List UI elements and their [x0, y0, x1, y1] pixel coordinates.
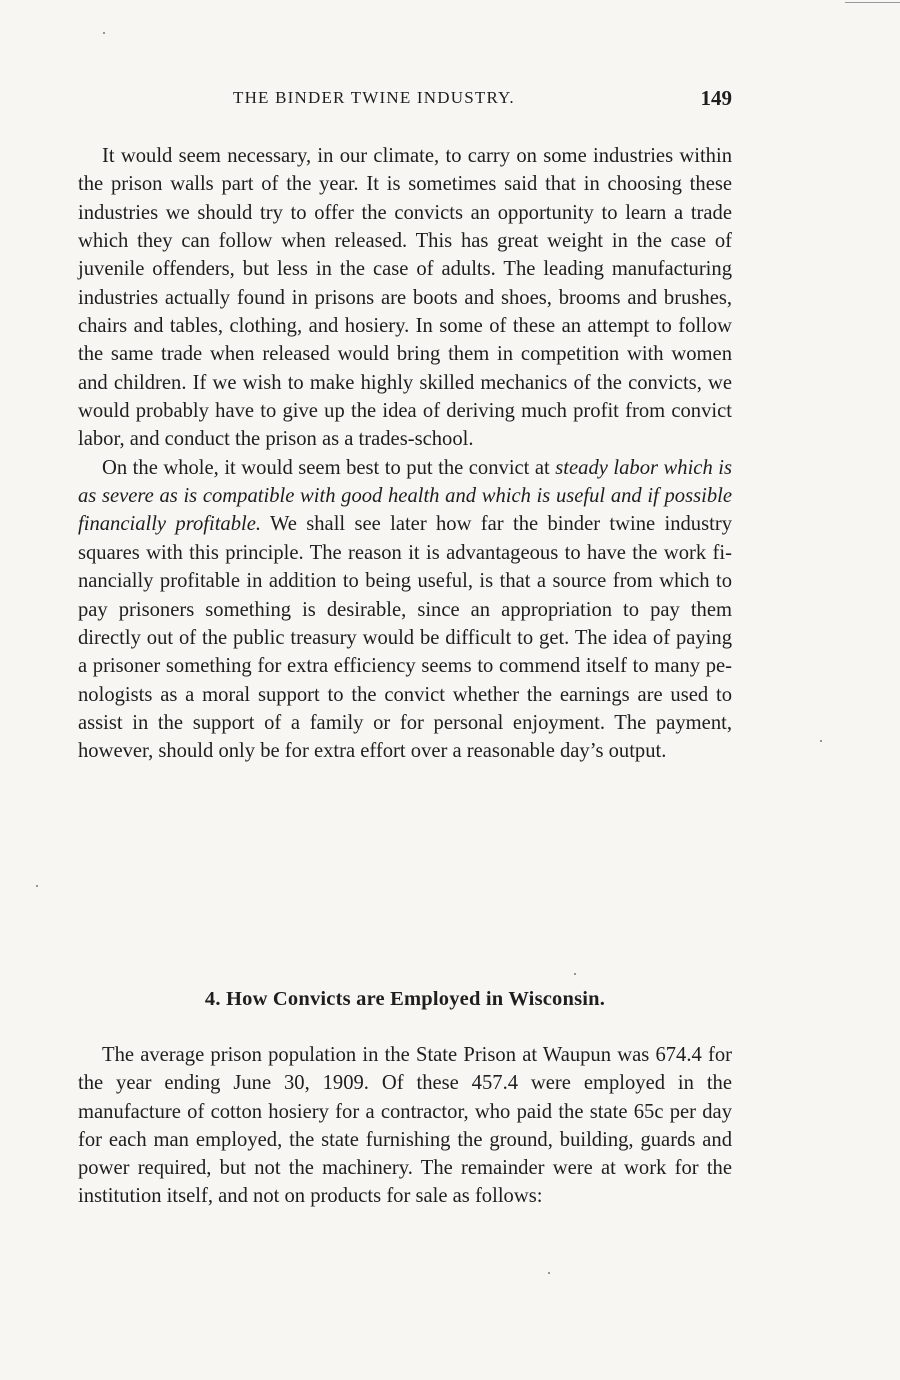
paragraph-2 [78, 454, 732, 766]
print-speck [820, 740, 822, 742]
body-text [78, 142, 732, 766]
paragraph-2-emphasis: steady labor which is as severe as is compatible with good health and which is useful and if possible financially profitable. [78, 456, 732, 536]
section-body-text [78, 1041, 732, 1211]
page-edge-mark [845, 2, 900, 3]
print-speck [548, 1272, 550, 1274]
page-header [78, 84, 732, 114]
print-speck [36, 885, 38, 887]
print-speck [574, 973, 576, 975]
section-heading: 4. How Convicts are Employed in Wisconsin. [204, 988, 606, 1010]
paragraph-2-end: We shall see later how far the binder twine industry squares with this principle. The reason it is advantageous to have the work financially profitable in addition to being useful, is that a source from which to pay prisoners something is desirable, since an appropriation to pay them directly out of the public treasury would be difficult to get. The idea of paying a prisoner something for extra efficiency seems to commend itself to many penologists as a moral support to the convict whether the earnings are used to assist in the support of a family or for personal enjoyment. The payment, however, should only be for extra effort over a reasonable day’s output. [78, 513, 732, 763]
running-title: THE BINDER TWINE INDUSTRY. [233, 88, 515, 107]
page-number: 149 [700, 86, 732, 110]
paragraph-3: The average prison population in the State Prison at Waupun was 674.4 for the year ending June 30, 1909. Of these 457.4 were employed in the manufacture of cotton hosiery for a contractor, who paid the state 65c per day for each man employed, the state furnishing the ground, building, guards and power required, but not the machinery. The remainder were at work for the institution itself, and not on products for sale as follows: [78, 1044, 732, 1208]
paragraph-2-start: On the whole, it would seem best to put the convict at [102, 456, 556, 479]
print-speck [103, 32, 105, 34]
paragraph-1: It would seem necessary, in our climate, to carry on some industries within the prison walls part of the year. It is sometimes said that in choosing these industries we should try to offer the convicts an opportunity to learn a trade which they can follow when released. This has great weight in the case of juvenile offenders, but less in the case of adults. The leading manufacturing industries actually found in prisons are boots and shoes, brooms and brushes, chairs and tables, clothing, and hosiery. In some of these an attempt to follow the same trade when released would bring them in competition with women and children. If we wish to make highly skilled mechanics of the convicts, we would probably have to give up the idea of deriving much profit from convict labor, and conduct the prison as a trades-school. [78, 145, 732, 451]
